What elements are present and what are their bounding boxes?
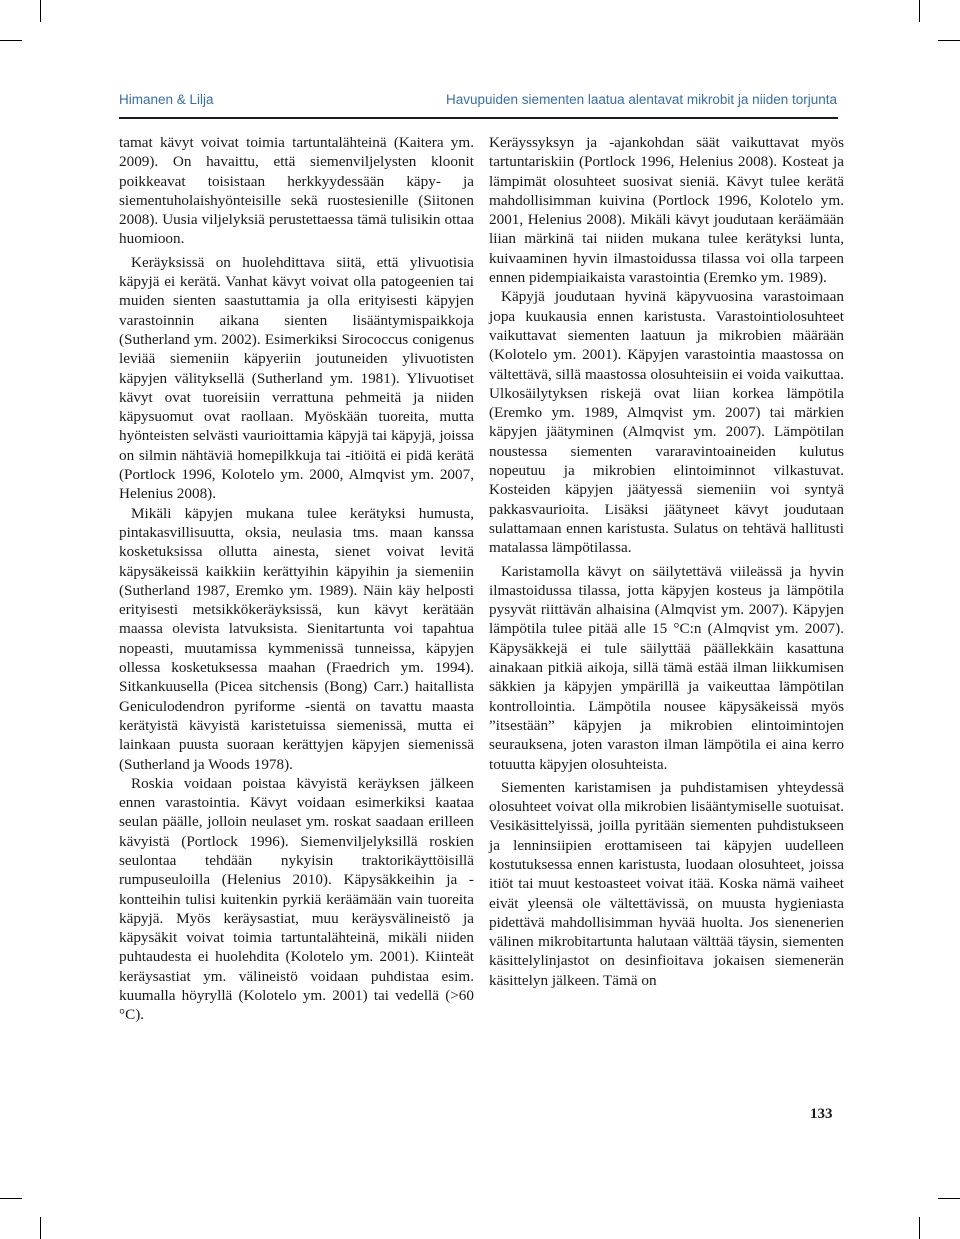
paragraph: Keräyssyksyn ja -ajankohdan säät vaikuttavat myös tartuntariskiin (Portlock 1996, Helenius 2008). Kosteat ja lämpimät olosuhteet suosivat sieniä. Kävyt tulee kerätä mahdollisimman kuivina (Portlock 1996, Kolotelo ym. 2001, Helenius 2008). Mikäli kävyt joudutaan keräämään liian märkinä tai niiden mukana tulee kerätyksi lunta, kuivaaminen hyvin ilmastoidussa tilassa voi olla tarpeen ennen pidempiaikaista varastointia (Eremko ym. 1989).	[489, 134, 844, 287]
paragraph: Karistamolla kävyt on säilytettävä viileässä ja hyvin ilmastoidussa tilassa, jotta käpyjen kosteus ja lämpötila pysyvät riittävän alhaisina (Almqvist ym. 2007). Käpyjen lämpötila tulee pitää alle 15 °C:n (Almqvist ym. 2007). Käpysäkkejä ei tule säilyttää päällekkäin kasattuna ainakaan pitkiä aikoja, sillä tämä estää ilman liikkumisen säkkien ja käpyjen ympärillä ja vaikeuttaa lämpötilan kontrollointia. Lämpötila nousee käpysäkeissä myös ”itsestään” käpyjen ja mikrobien elintoimintojen seurauksena, joten varaston ilman lämpötila ei aina kerro totuutta käpyjen olosuhteista.	[489, 562, 844, 773]
page-number: 133	[810, 1106, 833, 1122]
crop-mark	[0, 1198, 22, 1199]
crop-mark	[938, 40, 960, 41]
right-column	[489, 133, 844, 990]
crop-mark	[938, 1198, 960, 1199]
paragraph: Roskia voidaan poistaa kävyistä keräyksen jälkeen ennen varastointia. Kävyt voidaan esimerkiksi kaataa seulan päälle, jolloin neulaset ym. roskat saadaan erilleen kävyistä (Portlock 1996). Siemenviljelyksillä roskien seulontaa tehdään nykyisin traktorikäyttöisillä rumpuseuloilla (Helenius 2010). Käpysäkkeihin ja -kontteihin tulisi kuitenkin pyrkiä keräämään vain tuoreita käpyjä. Myös keräysastiat, muu keräysvälineistö ja käpysäkit voivat toimia tartuntalähteinä, mikäli niiden puhtaudesta ei huolehdita (Kolotelo ym. 2001). Kiinteät keräysastiat ym. välineistö voidaan puhdistaa esim. kuumalla höyryllä (Kolotelo ym. 2001) tai vedellä (>60 °C).	[119, 774, 474, 1024]
crop-mark	[919, 1217, 920, 1239]
paragraph: Mikäli käpyjen mukana tulee kerätyksi humusta, pintakasvillisuutta, oksia, neulasia tms. maan kanssa kosketuksissa ollutta ainesta, sienet voivat levitä käpysäkeissä kaikkiin kerättyihin käpyihin ja siemeniin (Sutherland 1987, Eremko ym. 1989). Näin käy helposti erityisesti metsikkökeräyksissä, kun kävyt kerätään maassa olevista latvuksista. Sienitartunta voi tapahtua nopeasti, muutamissa kymmenissä tunneissa, käpyjen ollessa kosketuksessa maahan (Fraedrich ym. 1994). Sitkankuusella (Picea sitchensis (Bong) Carr.) haitallista Geniculodendron pyriforme -sientä on tavattu maasta kerätyistä kävyistä karistetuissa siemenissä, mutta ei lainkaan puusta suoraan kerättyjen käpyjen siemenissä (Sutherland ja Woods 1978).	[119, 504, 474, 773]
header-title: Havupuiden siementen laatua alentavat mikrobit ja niiden torjunta	[446, 92, 837, 107]
crop-mark	[40, 0, 41, 22]
crop-mark	[40, 1217, 41, 1239]
left-column	[119, 133, 474, 1025]
crop-mark	[919, 0, 920, 22]
header-rule	[119, 117, 838, 119]
running-header	[119, 92, 837, 112]
paragraph: Keräyksissä on huolehdittava siitä, että ylivuotisia käpyjä ei kerätä. Vanhat kävyt voivat olla patogeenien tai muiden sienten saastuttamia ja olla erityisesti käpyjen varastoinnin aikana sienten lisääntymispaikkoja (Sutherland ym. 2002). Esimerkiksi Sirococcus conigenus leviää siemeniin käpyeriin joutuneiden ylivuotisten käpyjen välityksellä (Sutherland ym. 1981). Ylivuotiset kävyt ovat tuoreisiin verrattuna pehmeitä ja niiden käpysuomut ovat raollaan. Myöskään tuoreita, mutta hyönteisten selvästi vaurioittamia käpyjä tai käpyjä, joissa on silmin nähtäviä homepilkkuja tai -itiöitä ei pidä kerätä (Portlock 1996, Kolotelo ym. 2000, Almqvist ym. 2007, Helenius 2008).	[119, 253, 474, 503]
paragraph: Käpyjä joudutaan hyvinä käpyvuosina varastoimaan jopa kuukausia ennen karistusta. Varastointiolosuhteet vaikuttavat siementen laatuun ja mikrobien määrään (Kolotelo ym. 2001). Käpyjen varastointia maastossa on vältettävä, sillä maastossa olosuhteisiin ei voida vaikuttaa. Ulkosäilytyksen riskejä ovat liian korkea lämpötila (Eremko ym. 1989, Almqvist ym. 2007) tai märkien käpyjen jäätyminen (Almqvist ym. 2007). Lämpötilan noustessa siementen vararavintoaineiden kulutus nopeutuu ja mikrobien elintoiminnot vilkastuvat. Kosteiden käpyjen jäätyessä siemeniin voi syntyä pakkasvaurioita. Lisäksi jäätyneet kävyt joudutaan sulattamaan ennen karistusta. Sulatus on tehtävä hallitusti matalassa lämpötilassa.	[489, 288, 844, 557]
header-authors: Himanen & Lilja	[119, 92, 214, 107]
paragraph: tamat kävyt voivat toimia tartuntalähteinä (Kaitera ym. 2009). On havaittu, että siemenviljelysten kloonit poikkeavat toisistaan herkkyydessään käpy- ja siementuholaishyönteisille sekä ruostesienille (Siitonen 2008). Uusia viljelyksiä perustettaessa tämä tulisikin ottaa huomioon.	[119, 134, 474, 248]
crop-mark	[0, 40, 22, 41]
paragraph: Siementen karistamisen ja puhdistamisen yhteydessä olosuhteet voivat olla mikrobien lisääntymiselle suotuisat. Vesikäsittelyissä, joilla pyritään siementen puhdistukseen ja lenninsiipien erottamiseen tai käpyjen uudelleen kostutuksessa ennen karistusta, luodaan olosuhteet, joissa itiöt tai muut kestoasteet voivat itää. Koska nämä vaiheet eivät yleensä ole vältettävissä, on muusta hygieniasta pidettävä mahdollisimman hyvää huolta. Jos sienenerien välinen mikrobitartunta halutaan välttää täysin, siementen käsittelylinjastot on desinfioitava jokaisen siemenerän käsittelyn jälkeen. Tämä on	[489, 778, 844, 989]
